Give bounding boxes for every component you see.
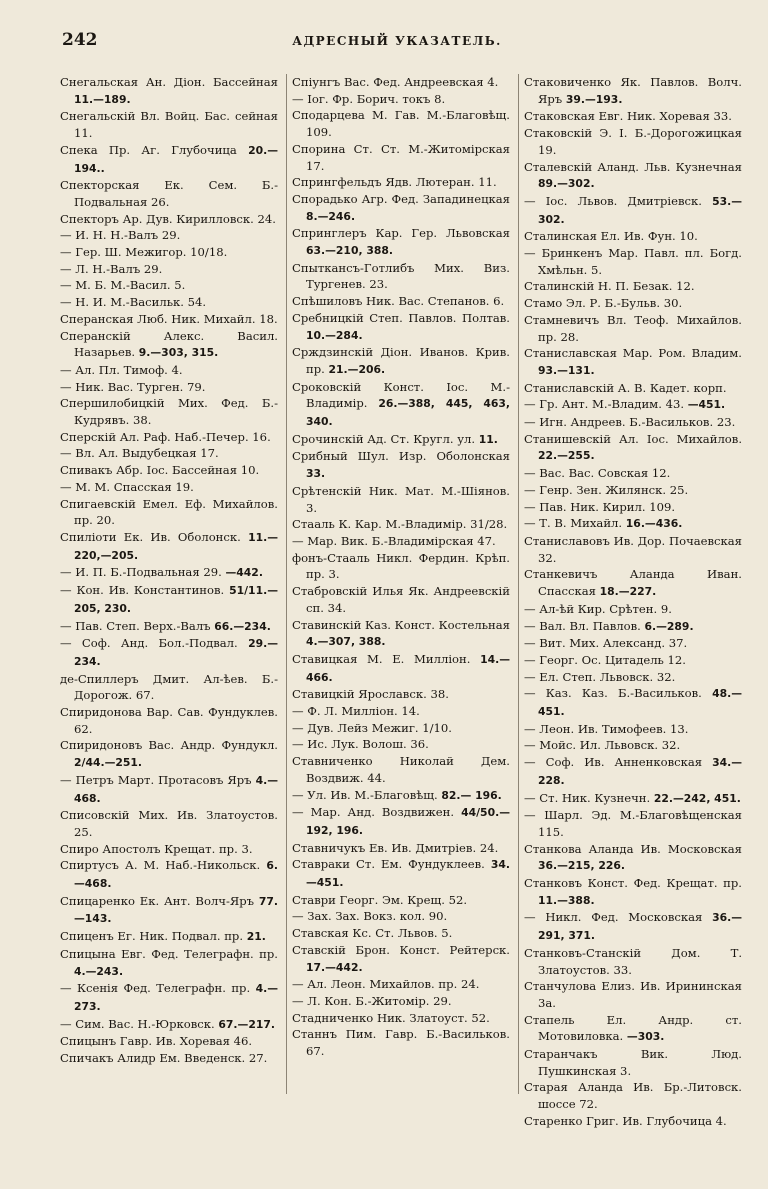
address-entry <box>292 550 510 583</box>
address-entry <box>292 516 510 533</box>
entry-text: Стаковиченко Як. Павлов. Волч. Яръ <box>524 75 742 106</box>
address-entry <box>524 295 742 312</box>
entry-text: Стааль К. Кар. М.-Владимiр. 31/28. <box>292 517 508 532</box>
entry-phone: 6.—468. <box>74 859 278 891</box>
address-entry <box>292 225 510 259</box>
address-entry <box>292 174 510 191</box>
address-entry <box>60 108 278 141</box>
entry-text: Спекторъ Ар. Дув. Кирилловск. 24. <box>60 211 276 226</box>
entry-phone: 11.—388. <box>538 893 595 907</box>
entry-text: Стапель Ел. Андр. ст. Мотовиловка. <box>524 1012 742 1044</box>
entry-phone: 4.—468. <box>74 773 278 805</box>
entry-text: — Гер. Ш. Межигор. 10/18. <box>60 245 228 260</box>
entry-text: — Ф. Л. Миллiон. 14. <box>292 704 420 719</box>
address-entry <box>524 533 742 566</box>
entry-text: — Соф. Анд. Бол.-Подвал. <box>60 636 249 651</box>
entry-text: Ставниченко Николай Дем. Воздвиж. 44. <box>292 754 510 785</box>
address-entry <box>292 107 510 140</box>
entry-text: — Зах. Зах. Вокз. кол. 90. <box>292 909 448 924</box>
entry-text: Сперанскiй Алекс. Васил. Назарьев. <box>60 328 278 360</box>
address-entry <box>60 841 278 858</box>
address-entry <box>60 74 278 108</box>
address-entry <box>524 345 742 379</box>
address-entry <box>60 277 278 294</box>
entry-text: — Вл. Ал. Выдубецкая 17. <box>60 446 219 461</box>
entry-text: Сребницкiй Степ. Павлов. Полтав. <box>292 310 510 325</box>
address-entry <box>60 946 278 980</box>
address-entry <box>60 980 278 1015</box>
page-title: АДРЕСНЫЙ УКАЗАТЕЛЬ. <box>292 34 502 48</box>
address-entry <box>524 945 742 978</box>
address-entry <box>60 635 278 670</box>
entry-text: Спрингфельдъ Ядв. Лютеран. 11. <box>292 175 497 190</box>
entry-text: — Пав. Ник. Кирил. 109. <box>524 499 676 514</box>
address-entry <box>524 245 742 278</box>
entry-phone: 36.—291, 371. <box>538 911 742 943</box>
entry-text: Срибный Шул. Изр. Оболонская <box>292 449 510 464</box>
address-entry <box>60 311 278 328</box>
address-entry <box>292 651 510 686</box>
entry-text: Сподарцева М. Гав. М.-Благовѣщ. 109. <box>292 108 510 140</box>
address-entry <box>60 772 278 807</box>
entry-text: Спичакъ Алидр Ем. Введенск. 27. <box>60 1051 268 1066</box>
entry-text: Станковъ Конст. Фед. Крещат. пр. <box>524 876 742 891</box>
entry-text: Спiунгъ Вас. Фед. Андреевская 4. <box>292 75 499 89</box>
entry-text: — Дув. Лейз Межиг. 1/10. <box>292 720 452 735</box>
address-entry <box>524 125 742 158</box>
entry-text: Ставицкая М. Е. Миллiон. <box>292 651 481 666</box>
entry-phone: 14.—466. <box>306 652 510 684</box>
address-entry <box>524 1113 742 1130</box>
entry-phone: 33. <box>306 467 326 481</box>
address-entry <box>60 294 278 311</box>
entry-text: Спигаевскiй Емел. Еф. Михайлов. пр. 20. <box>60 496 278 528</box>
entry-text: — Ник. Вас. Турген. 79. <box>60 379 206 394</box>
address-entry <box>292 787 510 805</box>
entry-text: — Пав. Степ. Верх.-Валъ <box>60 618 215 633</box>
entry-text: Спицынъ Гавр. Ив. Хоревая 46. <box>60 1034 253 1049</box>
entry-text: фонъ-Стааль Никл. Фердин. Крѣп. пр. 3. <box>292 550 510 582</box>
entry-text: Старенко Григ. Ив. Глубочица 4. <box>524 1113 727 1128</box>
entry-text: — Ул. Ив. М.-Благовѣщ. <box>292 787 442 802</box>
entry-text: — Каз. Каз. Б.-Васильков. <box>524 686 713 701</box>
entry-text: Спорина Ст. Ст. М.-Житомiрская 17. <box>292 141 510 173</box>
entry-text: Спиро Апостолъ Крещат. пр. 3. <box>60 841 253 856</box>
address-entry <box>524 431 742 465</box>
entry-phone: 53.—302. <box>538 194 742 226</box>
address-entry <box>292 448 510 482</box>
entry-phone: 11.—189. <box>74 92 131 106</box>
entry-text: Стадниченко Ник. Златоуст. 52. <box>292 1010 490 1025</box>
entry-text: Старанчакъ Вик. Люд. Пушкинская 3. <box>524 1047 742 1078</box>
entry-text: Срждзинскiй Дiон. Иванов. Крив. пр. <box>292 345 510 376</box>
address-entry <box>292 942 510 976</box>
entry-text: — И. П. Б.-Подвальная 29. <box>60 565 226 580</box>
entry-text: — Ел. Степ. Львовск. 32. <box>524 669 676 684</box>
entry-phone: 44/50.—192, 196. <box>306 806 510 837</box>
entry-text: Сперанская Люб. Ник. Михайл. 18. <box>60 311 278 326</box>
entry-text: Срѣтенскiй Ник. Мат. М.-Шiянов. 3. <box>292 483 510 515</box>
address-entry <box>524 159 742 193</box>
entry-text: — Мар. Анд. Воздвижен. <box>292 805 462 820</box>
entry-phone: 93.—131. <box>538 363 595 377</box>
entry-text: Стамо Эл. Р. Б.-Бульв. 30. <box>524 296 683 311</box>
address-entry <box>60 227 278 244</box>
address-entry <box>292 720 510 737</box>
entry-phone: 10.—284. <box>306 328 363 342</box>
address-entry <box>60 1016 278 1034</box>
address-entry <box>60 737 278 771</box>
address-entry <box>292 976 510 993</box>
entry-text: Спекторская Ек. Сем. Б.-Подвальная 26. <box>60 178 278 209</box>
entry-text: — Л. Кон. Б.-Житомiр. 29. <box>292 993 452 1008</box>
entry-text: — Ал. Леон. Михайлов. пр. 24. <box>292 977 480 992</box>
entry-text: — И. Н. Н.-Валъ 29. <box>60 228 181 243</box>
address-entry <box>524 635 742 652</box>
address-entry <box>292 191 510 225</box>
entry-text: Станиславскiй А. В. Кадет. корп. <box>524 380 727 395</box>
entry-phone: 51/11.—205, 230. <box>74 584 278 615</box>
address-entry <box>60 261 278 278</box>
address-entry <box>524 278 742 295</box>
address-entry <box>524 807 742 840</box>
entry-text: Ставицкiй Ярославск. 38. <box>292 687 449 702</box>
entry-text: Спиценъ Ег. Ник. Подвал. пр. <box>60 929 247 944</box>
entry-text: Спицына Евг. Фед. Телеграфн. пр. <box>60 946 278 961</box>
address-entry <box>292 892 510 909</box>
entry-text: — Соф. Ив. Анненковская <box>524 755 713 770</box>
entry-phone: 39.—193. <box>565 92 623 106</box>
entry-text: Спиртусъ А. М. Наб.-Никольск. <box>60 858 267 873</box>
entry-text: Спорадько Агр. Фед. Западинецкая <box>292 191 510 206</box>
address-entry <box>292 617 510 651</box>
address-entry <box>60 244 278 261</box>
entry-text: — Т. В. Михайл. <box>524 516 626 531</box>
entry-text: Станиславская Мар. Ром. Владим. <box>524 346 742 361</box>
address-entry <box>292 91 510 108</box>
address-entry <box>292 344 510 378</box>
entry-phone: 66.—234. <box>214 619 271 633</box>
entry-text: — Никл. Фед. Московская <box>524 910 713 925</box>
entry-text: — М. Б. М.-Васил. 5. <box>60 278 186 293</box>
entry-phone: 34.—228. <box>538 756 742 787</box>
address-entry <box>524 566 742 600</box>
entry-text: Спицаренко Ек. Ант. Волч-Яръ <box>60 893 259 908</box>
entry-phone: 9.—303, 315. <box>138 346 219 360</box>
entry-text: — Ис. Лук. Волош. 36. <box>292 737 429 752</box>
entry-text: Стаковскiй Э. I. Б.-Дорогожицкая 19. <box>524 126 742 157</box>
address-entry <box>524 601 742 618</box>
entry-text: Списовскiй Мих. Ив. Златоустов. 25. <box>60 808 278 839</box>
entry-text: — Леон. Ив. Тимофеев. 13. <box>524 721 689 736</box>
address-entry <box>524 1012 742 1046</box>
address-entry <box>60 1033 278 1050</box>
entry-text: Ставраки Ст. Ем. Фундуклеев. <box>292 857 491 872</box>
entry-phone: 82.— 196. <box>441 788 502 802</box>
entry-text: Спилiоти Ек. Ив. Оболонск. <box>60 529 249 544</box>
entry-text: Спринглеръ Кар. Гер. Львовская <box>292 226 510 241</box>
entry-text: Станиславовъ Ив. Дор. Почаевская 32. <box>524 533 742 565</box>
address-entry <box>292 483 510 516</box>
address-entry <box>292 533 510 550</box>
address-entry <box>60 529 278 564</box>
entry-text: — Iог. Фр. Борич. токъ 8. <box>292 91 446 106</box>
entry-text: Спека Пр. Аг. Глубочица <box>60 142 249 157</box>
entry-phone: 48.—451. <box>538 687 742 719</box>
entry-text: — Ст. Ник. Кузнечн. <box>524 790 654 805</box>
entry-text: Срочинскiй Ад. Ст. Кругл. ул. <box>292 431 479 446</box>
address-entry <box>60 479 278 496</box>
address-entry <box>60 142 278 177</box>
address-entry <box>60 496 278 529</box>
address-entry <box>60 671 278 704</box>
column-1 <box>60 74 278 1067</box>
entry-text: Стаковская Евг. Ник. Хоревая 33. <box>524 109 732 124</box>
entry-text: — Игн. Андреев. Б.-Васильков. 23. <box>524 415 736 430</box>
entry-text: Спыткансъ-Готлибъ Мих. Виз. Тургенев. 23. <box>292 260 510 292</box>
address-entry <box>60 704 278 737</box>
entry-text: Снегальскiй Вл. Войц. Бас. сейная 11. <box>60 109 278 141</box>
address-entry <box>524 669 742 686</box>
entry-text: Ставскiй Брон. Конст. Рейтерск. <box>292 942 510 957</box>
entry-text: — Ал-ѣй Кир. Срѣтен. 9. <box>524 601 672 616</box>
address-entry <box>524 1046 742 1079</box>
address-entry <box>292 804 510 839</box>
entry-phone: 4.—243. <box>74 964 124 978</box>
entry-text: Спиридонова Вар. Сав. Фундуклев. 62. <box>60 705 278 736</box>
entry-text: Станкевичъ Аланда Иван. Спасская <box>524 567 742 599</box>
address-entry <box>292 310 510 344</box>
entry-text: де-Спиллеръ Дмит. Ал-ѣев. Б.-Дорогож. 67. <box>60 671 278 703</box>
entry-text: — Генр. Зен. Жилянск. 25. <box>524 482 689 497</box>
entry-text: — Мар. Вик. Б.-Владимiрская 47. <box>292 533 496 548</box>
address-entry <box>524 499 742 516</box>
address-entry <box>524 875 742 909</box>
address-entry <box>292 74 510 91</box>
entry-text: — М. М. Спасская 19. <box>60 479 194 494</box>
column-2 <box>292 74 510 1060</box>
entry-text: — Ксенiя Фед. Телеграфн. пр. <box>60 981 256 996</box>
page-header <box>62 30 732 54</box>
address-entry <box>524 396 742 414</box>
address-entry <box>60 395 278 428</box>
entry-phone: 4.—273. <box>74 982 278 1013</box>
address-entry <box>292 141 510 174</box>
address-entry <box>292 925 510 942</box>
entry-phone: 11.—220,—205. <box>74 530 278 562</box>
entry-phone: —442. <box>225 566 263 580</box>
entry-text: Старая Аланда Ив. Бр.-Литовск. шоссе 72. <box>524 1080 742 1112</box>
entry-text: Станчулова Елиз. Ив. Ирининская 3а. <box>524 979 742 1010</box>
entry-phone: —451. <box>687 398 726 412</box>
address-entry <box>60 328 278 362</box>
entry-phone: 4.—307, 388. <box>306 635 386 649</box>
entry-text: Сроковскiй Конст. Iос. М.-Владимiр. <box>292 379 510 411</box>
entry-text: — Вал. Вл. Павлов. <box>524 618 645 633</box>
entry-phone: 22.—242, 451. <box>653 791 741 805</box>
address-entry <box>60 582 278 617</box>
entry-text: — Бринкенъ Мар. Павл. пл. Богд. Хмѣльн. 5. <box>524 246 742 277</box>
entry-text: Стамневичъ Вл. Теоф. Михайлов. пр. 28. <box>524 312 742 344</box>
address-columns <box>60 74 740 1154</box>
entry-text: — Ал. Пл. Тимоф. 4. <box>60 362 183 377</box>
address-entry <box>60 857 278 892</box>
entry-phone: 8.—246. <box>306 209 356 223</box>
address-entry <box>292 703 510 720</box>
address-entry <box>524 909 742 944</box>
entry-text: Спѣшиловъ Ник. Вас. Степанов. 6. <box>292 294 505 309</box>
address-entry <box>60 177 278 210</box>
entry-text: — Сим. Вас. Н.-Юрковск. <box>60 1016 219 1031</box>
entry-phone: 63.—210, 388. <box>306 244 393 258</box>
entry-phone: 29.—234. <box>74 637 278 668</box>
entry-text: Спивакъ Абр. Iос. Бассейная 10. <box>60 463 260 478</box>
entry-text: Станковъ-Станскiй Дом. Т. Златоустов. 33. <box>524 945 742 977</box>
address-entry <box>60 429 278 446</box>
address-entry <box>524 380 742 397</box>
address-entry <box>60 362 278 379</box>
entry-phone: 11. <box>478 432 498 446</box>
address-entry <box>524 1079 742 1112</box>
entry-text: — Iос. Львов. Дмитрiевск. <box>524 193 713 208</box>
entry-text: — Вас. Вас. Совская 12. <box>524 466 671 481</box>
entry-text: Сталевскiй Аланд. Льв. Кузнечная <box>524 159 742 174</box>
page-number: 242 <box>62 30 98 50</box>
entry-text: Сталинскiй Н. П. Безак. 12. <box>524 279 695 294</box>
address-entry <box>60 211 278 228</box>
entry-text: — Вит. Мих. Александ. 37. <box>524 636 688 651</box>
entry-text: Ставинскiй Каз. Конст. Костельная <box>292 617 510 632</box>
entry-text: — Георг. Ос. Цитадель 12. <box>524 652 686 667</box>
entry-text: Сталинская Ел. Ив. Фун. 10. <box>524 229 698 244</box>
address-entry <box>524 515 742 533</box>
address-entry <box>292 736 510 753</box>
address-entry <box>524 721 742 738</box>
address-entry <box>524 414 742 431</box>
entry-text: — Петръ Март. Протасовъ Яръ <box>60 772 256 787</box>
address-entry <box>524 754 742 789</box>
address-entry <box>292 686 510 703</box>
entry-phone: —303. <box>626 1030 665 1044</box>
address-entry <box>524 790 742 808</box>
entry-phone: 67.—217. <box>218 1017 275 1031</box>
entry-text: — Кон. Ив. Константинов. <box>60 583 230 598</box>
address-entry <box>524 652 742 669</box>
address-entry <box>524 193 742 228</box>
entry-text: Станкова Аланда Ив. Московская <box>524 841 742 856</box>
entry-text: — Л. Н.-Валъ 29. <box>60 261 163 276</box>
column-3 <box>524 74 742 1130</box>
entry-text: Спиридоновъ Вас. Андр. Фундукл. <box>60 738 278 753</box>
address-entry <box>292 431 510 449</box>
address-entry <box>60 618 278 636</box>
address-entry <box>60 564 278 582</box>
address-entry <box>60 445 278 462</box>
entry-text: Ставничукъ Ев. Ив. Дмитрiев. 24. <box>292 840 499 855</box>
entry-phone: 21.—206. <box>328 362 386 376</box>
address-entry <box>292 856 510 891</box>
entry-phone: 34.—451. <box>306 858 510 890</box>
entry-text: Ставри Георг. Эм. Крещ. 52. <box>292 892 468 907</box>
address-entry <box>524 978 742 1011</box>
address-entry <box>524 841 742 875</box>
entry-phone: 6.—289. <box>644 619 694 633</box>
entry-text: — Н. И. М.-Васильк. 54. <box>60 295 207 310</box>
entry-phone: 22.—255. <box>538 449 595 463</box>
address-entry <box>292 753 510 786</box>
entry-phone: 20.—194.. <box>74 143 278 175</box>
entry-phone: 16.—436. <box>625 517 683 531</box>
entry-text: Сперскiй Ал. Раф. Наб.-Печер. 16. <box>60 429 271 444</box>
address-entry <box>292 840 510 857</box>
entry-text: Спершилобицкiй Мих. Фед. Б.-Кудрявъ. 38. <box>60 396 278 428</box>
address-entry <box>524 482 742 499</box>
entry-text: Станишевскiй Ал. Iос. Михайлов. <box>524 431 742 446</box>
address-entry <box>292 260 510 293</box>
address-entry <box>524 737 742 754</box>
address-entry <box>292 379 510 431</box>
address-entry <box>60 807 278 840</box>
entry-phone: 2/44.—251. <box>74 756 143 770</box>
entry-text: Снегальская Ан. Дiон. Бассейная <box>60 75 278 89</box>
address-entry <box>524 108 742 125</box>
entry-text: Станнъ Пим. Гавр. Б.-Васильков. 67. <box>292 1027 510 1059</box>
address-entry <box>292 1010 510 1027</box>
entry-text: — Гр. Ант. М.-Владим. 43. <box>524 397 688 412</box>
address-entry <box>60 893 278 928</box>
address-entry <box>524 228 742 245</box>
address-entry <box>60 379 278 396</box>
address-entry <box>60 928 278 946</box>
entry-text: Ставская Кс. Ст. Львов. 5. <box>292 926 453 941</box>
address-entry <box>524 465 742 482</box>
address-entry <box>60 1050 278 1067</box>
address-entry <box>292 993 510 1010</box>
address-entry <box>292 583 510 616</box>
address-entry <box>524 685 742 720</box>
entry-phone: 17.—442. <box>306 960 363 974</box>
entry-text: — Мойс. Ил. Львовск. 32. <box>524 738 681 753</box>
address-entry <box>524 74 742 108</box>
entry-phone: 36.—215, 226. <box>538 859 625 873</box>
entry-phone: 18.—227. <box>599 585 657 599</box>
entry-phone: 26.—388, 445, 463, 340. <box>306 397 511 429</box>
address-entry <box>292 1026 510 1059</box>
entry-phone: 77.—143. <box>74 894 278 926</box>
entry-phone: 89.—302. <box>538 177 595 191</box>
address-entry <box>60 462 278 479</box>
entry-text: Стабровскiй Илья Як. Андреевскiй сп. 34. <box>292 584 510 615</box>
entry-text: — Шарл. Эд. М.-Благовѣщенская 115. <box>524 808 742 839</box>
address-entry <box>524 312 742 345</box>
address-entry <box>292 908 510 925</box>
address-entry <box>292 293 510 310</box>
entry-phone: 21. <box>246 930 266 944</box>
address-entry <box>524 618 742 636</box>
